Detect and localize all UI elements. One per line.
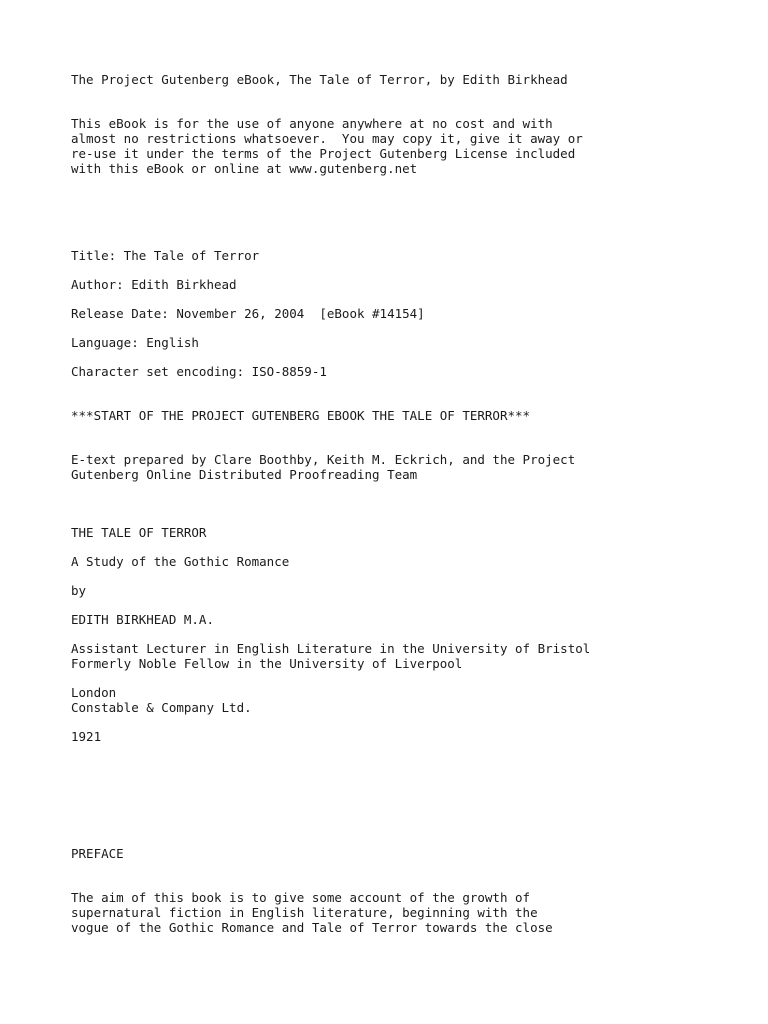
license-line: almost no restrictions whatsoever. You may copy it, give it away or [71,131,583,146]
credits-line: E-text prepared by Clare Boothby, Keith M. Eckrich, and the Project [71,452,576,467]
start-marker: ***START OF THE PROJECT GUTENBERG EBOOK THE TALE OF TERROR*** [71,408,531,423]
credits-paragraph [71,452,751,482]
spacer [71,627,751,641]
preface-line: supernatural fiction in English literature, beginning with the [71,905,538,920]
spacer [71,715,751,729]
spacer [71,598,751,612]
preface-heading: PREFACE [71,846,124,861]
book-by: by [71,583,87,598]
spacer [71,861,751,890]
spacer [71,292,751,306]
spacer [71,379,751,408]
meta-title: Title: The Tale of Terror [71,248,260,263]
spacer [71,87,751,116]
spacer [71,540,751,554]
book-title: THE TALE OF TERROR [71,525,207,540]
spacer [71,744,751,846]
publisher-name: Constable & Company Ltd. [71,700,252,715]
spacer [71,569,751,583]
ebook-text-page [71,72,751,935]
meta-release-date: Release Date: November 26, 2004 [eBook #14154] [71,306,425,321]
license-paragraph [71,116,751,176]
author-position: Formerly Noble Fellow in the University of Liverpool [71,656,463,671]
license-line: with this eBook or online at www.gutenberg.net [71,161,418,176]
ebook-header-line: The Project Gutenberg eBook, The Tale of Terror, by Edith Birkhead [71,72,568,87]
meta-author: Author: Edith Birkhead [71,277,237,292]
credits-line: Gutenberg Online Distributed Proofreading Team [71,467,418,482]
preface-paragraph [71,890,751,935]
book-subtitle: A Study of the Gothic Romance [71,554,290,569]
spacer [71,176,751,248]
license-line: re-use it under the terms of the Project Gutenberg License included [71,146,576,161]
spacer [71,482,751,525]
meta-language: Language: English [71,335,199,350]
spacer [71,321,751,335]
spacer [71,671,751,685]
spacer [71,423,751,452]
author-position: Assistant Lecturer in English Literature in the University of Bristol [71,641,591,656]
preface-line: vogue of the Gothic Romance and Tale of Terror towards the close [71,920,553,935]
license-line: This eBook is for the use of anyone anywhere at no cost and with [71,116,553,131]
preface-line: The aim of this book is to give some account of the growth of [71,890,531,905]
spacer [71,350,751,364]
meta-encoding: Character set encoding: ISO-8859-1 [71,364,327,379]
publication-year: 1921 [71,729,102,744]
book-author: EDITH BIRKHEAD M.A. [71,612,214,627]
publisher-city: London [71,685,117,700]
spacer [71,263,751,277]
